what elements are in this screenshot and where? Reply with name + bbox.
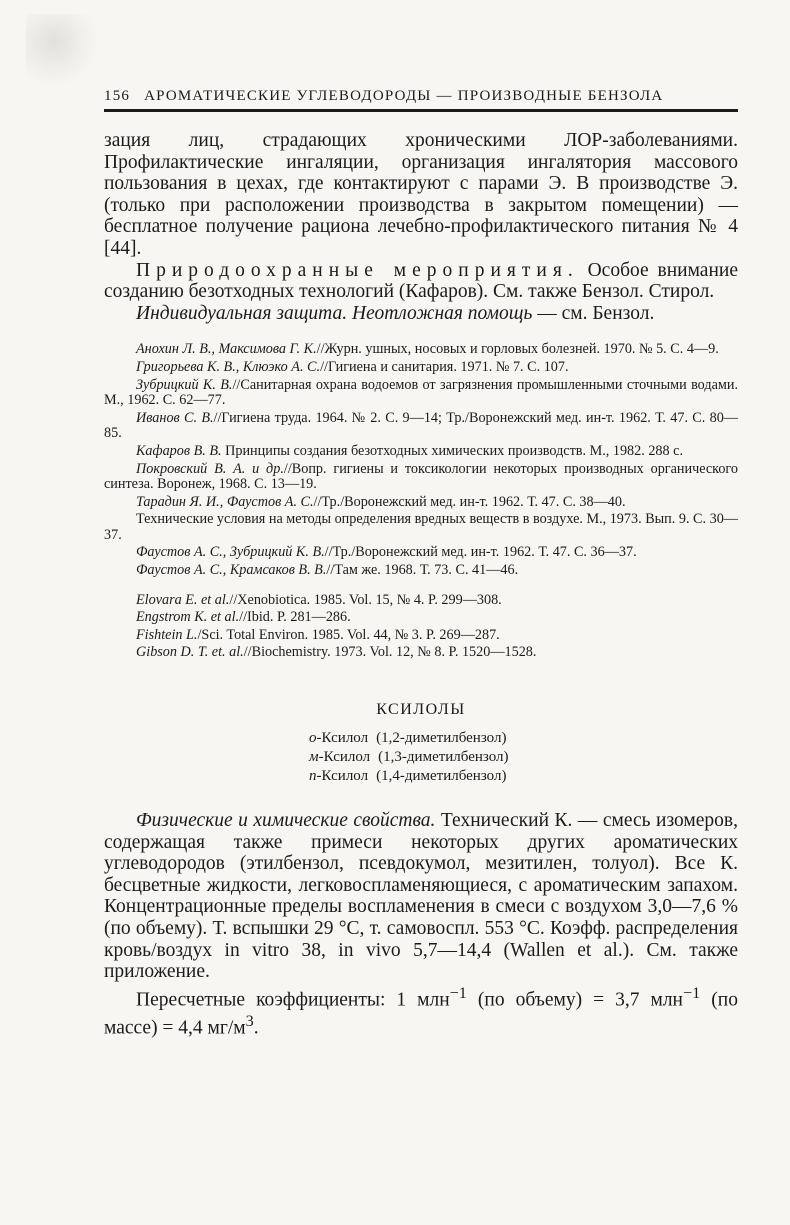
reference-author: Фаустов А. С., Крамсаков В. В. [136,562,327,579]
paragraph-properties [104,810,738,983]
reference-text: //Вопр. гигиены и токсикологии некоторых производных органического синтеза. Воронеж, 1968. С. 13—19. [104,460,738,493]
paragraph-prevention: зация лиц, страдающих хроническими ЛОР-заболеваниями. Профилактические ингаляции, организация ингалятория массового пользования в цехах, где контактируют с парами Э. В производстве Э. (только при расположении производства в закрытом помещении) — бесплатное получение рациона лечебно-профилактического питания № 4 [44]. [104,130,738,259]
isomer-name: Ксилол [321,768,369,785]
reference-item [104,462,738,493]
reference-text: //Там же. 1968. Т. 73. С. 41—46. [326,562,519,579]
reference-author: Elovara E. et al. [136,591,230,608]
reference-text: //Ibid. P. 281—286. [239,609,351,626]
reference-author: Тарадин Я. И., Фаустов А. С. [136,493,314,510]
conversion-text: Пересчетные коэффициенты: 1 млн [136,989,450,1011]
reference-item [104,495,738,511]
exponent: −1 [449,983,467,1002]
reference-author: Анохин Л. В., Максимова Г. К. [136,341,317,358]
isomer-prefix: п- [309,768,322,785]
reference-text: //Тр./Воронежский мед. ин-т. 1962. Т. 47. С. 36—37. [324,544,637,561]
reference-item [104,342,738,358]
reference-text: Принципы создания безотходных химических производств. М., 1982. 288 с. [221,442,683,459]
conversion-text: (по объему) = 3,7 млн [466,989,683,1011]
references-list [104,342,738,578]
reference-text: //Гигиена труда. 1964. № 2. С. 9—14; Тр./Воронежский мед. ин-т. 1962. Т. 47. С. 80—85. [104,409,738,442]
environment-heading: Природоохранные мероприятия. [136,259,579,281]
paragraph-conversion [104,983,738,1039]
book-page [104,88,738,1039]
page-number: 156 [104,88,131,104]
conversion-text: (по массе) = 4,4 мг/м [104,989,738,1039]
protection-text: — см. Бензол. [532,302,655,324]
scan-smudge [26,14,96,84]
environment-text: Особое внимание созданию безотходных технологий (Кафаров). См. также Бензол. Стирол. [104,259,738,303]
reference-text: //Xenobiotica. 1985. Vol. 15, № 4. P. 299—308. [229,591,502,608]
reference-author: Engstrom K. et al. [136,609,240,626]
reference-text: //Гигиена и санитария. 1971. № 7. С. 107. [320,358,569,375]
reference-text: Технические условия на методы определения вредных веществ в воздухе. М., 1973. Вып. 9. С. 30—37. [104,511,738,543]
isomer-prefix: о- [309,730,322,747]
isomer-item [309,748,738,767]
reference-item [104,628,738,644]
reference-author: Fishtein L. [136,626,198,643]
paragraph-protection [104,303,738,325]
reference-text: //Санитарная охрана водоемов от загрязнения промышленными сточными водами. М., 1962. С. 62—77. [104,376,738,409]
references-latin-list [104,593,738,661]
isomer-chemical-name: (1,4-диметилбензол) [376,768,507,785]
reference-author: Зубрицкий К. В. [136,376,233,393]
reference-item [104,563,738,579]
exponent: 3 [245,1011,254,1030]
reference-text: //Biochemistry. 1973. Vol. 12, № 8. P. 1520—1528. [243,644,537,661]
properties-text: Технический К. — смесь изомеров, содержащая также примеси некоторых других ароматических углеводородов (этилбензол, псевдокумол, мезитилен, толуол). Все К. бесцветные жидкости, легковоспламеняющиеся, с ароматическим запахом. Концентрационные пределы воспламенения в смеси с воздухом 3,0—7,6 % (по объему). Т. вспышки 29 °С, т. самовоспл. 553 °С. Коэфф. распределения кровь/воздух in vitro 38, in vivo 5,7—14,4 (Wallen et al.). См. также приложение. [104,810,738,983]
reference-item [104,360,738,376]
reference-item [104,411,738,442]
reference-item [104,512,738,543]
reference-item [104,610,738,626]
reference-author: Покровский В. А. и др. [136,460,284,477]
reference-text: /Sci. Total Environ. 1985. Vol. 44, № 3. P. 269—287. [197,626,500,643]
conversion-text: . [253,1017,259,1039]
reference-author: Фаустов А. С., Зубрицкий К. В. [136,544,325,561]
running-header [104,88,738,112]
isomer-list [309,729,738,786]
isomer-name: Ксилол [321,730,369,747]
reference-item [104,378,738,409]
reference-item [104,593,738,609]
exponent: −1 [683,983,701,1002]
isomer-item [309,729,738,748]
reference-author: Кафаров В. В. [136,442,222,459]
protection-heading: Индивидуальная защита. Неотложная помощь [136,302,533,324]
isomer-chemical-name: (1,2-диметилбензол) [376,730,507,747]
section-title: КСИЛОЛЫ [376,701,466,719]
isomer-item [309,767,738,786]
running-title: АРОМАТИЧЕСКИЕ УГЛЕВОДОРОДЫ — ПРОИЗВОДНЫЕ БЕНЗОЛА [144,88,664,104]
reference-item [104,545,738,561]
reference-author: Gibson D. T. et. al. [136,644,244,661]
reference-item [104,444,738,460]
reference-text: //Тр./Воронежский мед. ин-т. 1962. Т. 47. С. 38—40. [313,493,626,510]
isomer-prefix: м- [309,749,324,766]
reference-item [104,645,738,661]
reference-text: //Журн. ушных, носовых и горловых болезней. 1970. № 5. С. 4—9. [316,341,719,358]
reference-author: Иванов С. В. [136,409,214,426]
isomer-name: Ксилол [323,749,371,766]
isomer-chemical-name: (1,3-диметилбензол) [378,749,509,766]
reference-author: Григорьева К. В., Клюэко А. С. [136,358,321,375]
properties-heading: Физические и химические свойства. [136,810,436,832]
paragraph-environment [104,260,738,303]
